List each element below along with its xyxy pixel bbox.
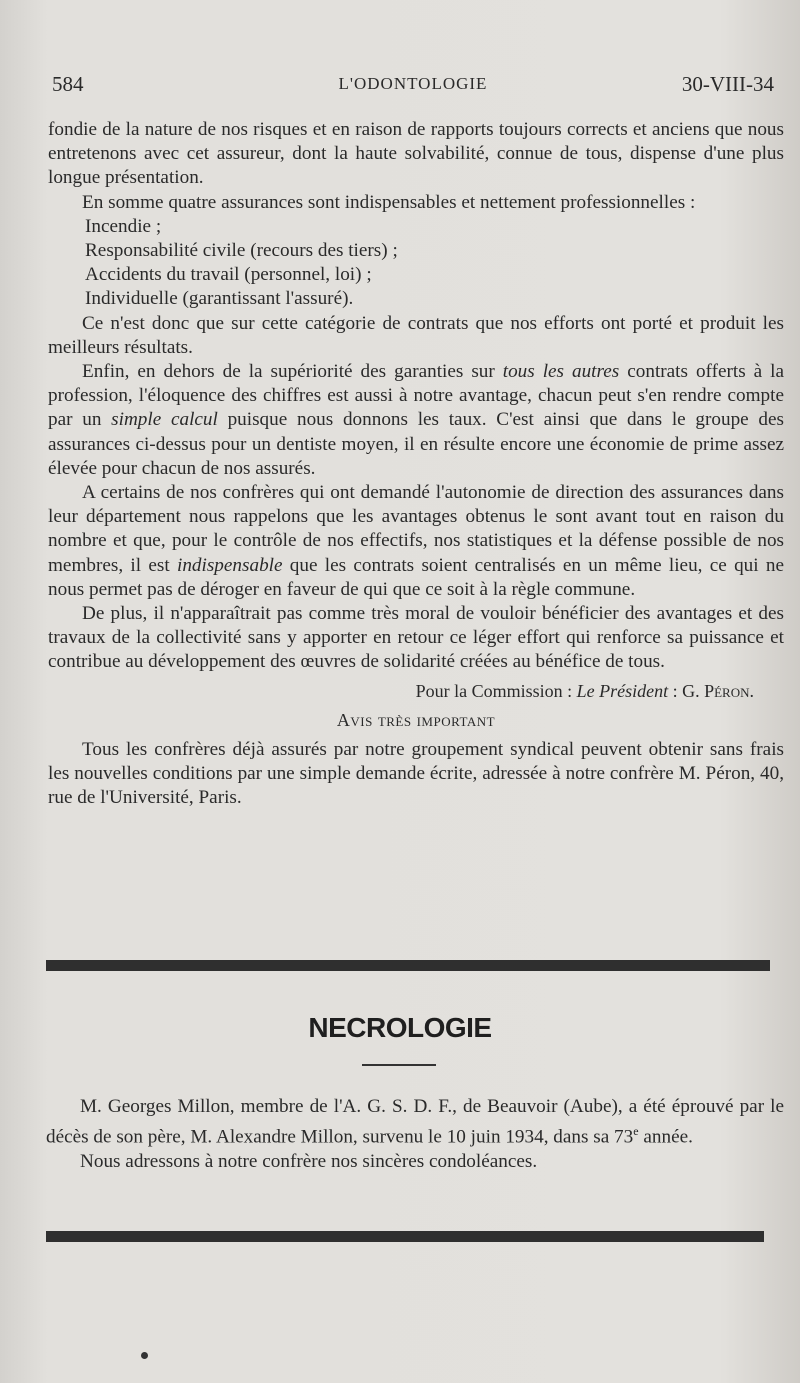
necrology-heading: NECROLOGIE (308, 1012, 492, 1043)
paragraph-contracts: Ce n'est donc que sur cette catégorie de contrats que nos efforts ont porté et produit les meilleurs résultats. (48, 312, 784, 358)
list-item: Individuelle (garantissant l'assuré). (85, 288, 354, 310)
list-item: Accidents du travail (personnel, loi) ; (85, 264, 372, 286)
article-body (48, 118, 784, 811)
list-item: Incendie ; (85, 215, 162, 237)
paragraph-continuation: fondie de la nature de nos risques et en raison de rapports toujours corrects et anciens que nous entretenons avec cet assureur, dont la haute solvabilité, connue de tous, dispense d'une plus longue présentation. (48, 119, 784, 189)
list-item: Responsabilité civile (recours des tiers) ; (85, 240, 398, 262)
heading-underline (362, 1064, 436, 1066)
running-header (52, 72, 774, 102)
issue-date: 30-VIII-34 (681, 72, 774, 96)
signature: Pour la Commission : Le Président : G. Péron. (415, 680, 754, 701)
paragraph-notice: Tous les confrères déjà assurés par notre groupement syndical peuvent obtenir sans frais les nouvelles conditions par une simple demande écrite, adressée à notre confrère M. Péron, 40, rue de l'Université, Paris. (48, 739, 784, 809)
insurance-list (48, 215, 784, 312)
journal-title: L'ODONTOLOGIE (338, 74, 488, 93)
ink-spot (141, 1352, 148, 1359)
condolences-paragraph: Nous adressons à notre confrère nos sincères condoléances. (80, 1150, 538, 1172)
paragraph-enfin: Enfin, en dehors de la supériorité des garanties sur tous les autres contrats offerts à la profession, l'éloquence des chiffres est aussi à notre avantage, chacun peut s'en rendre compte par un simple calcul puisque nous donnons les taux. C'est ainsi que dans le groupe des assurances ci-dessus pour un dentiste moyen, il en résulte encore une économie de prime assez élevée pour chacun de nos assurés. (48, 361, 784, 479)
section-divider (46, 960, 770, 971)
necrology-paragraph: M. Georges Millon, membre de l'A. G. S. D. F., de Beauvoir (Aube), a été éprouvé par le décès de son père, M. Alexandre Millon, survenu le 10 juin 1934, dans sa 73e année. (46, 1096, 784, 1148)
paragraph-certains: A certains de nos confrères qui ont demandé l'autonomie de direction des assurances dans leur département nous rappelons que les avantages obtenus le sont avant tout en raison du nombre et que, pour le contrôle de nos effectifs, nos statistiques et la défense possible de nos membres, il est indispensable que les contrats soient centralisés en un même lieu, ce qui ne nous permet pas de déroger en faveur de qui que ce soit à la règle commune. (48, 482, 784, 600)
section-divider (46, 1231, 764, 1242)
notice-heading: Avis très important (336, 709, 496, 730)
paragraph-de-plus: De plus, il n'apparaîtrait pas comme très moral de vouloir bénéficier des avantages et des travaux de la collectivité sans y apporter en retour ce léger effort qui renforce sa puissance et contribue au développement des œuvres de solidarité créées au bénéfice de tous. (48, 603, 784, 673)
paragraph-insurances: En somme quatre assurances sont indispensables et nettement professionnelles : (82, 191, 696, 213)
page-number: 584 (52, 72, 84, 96)
necrology-body (46, 1095, 784, 1174)
